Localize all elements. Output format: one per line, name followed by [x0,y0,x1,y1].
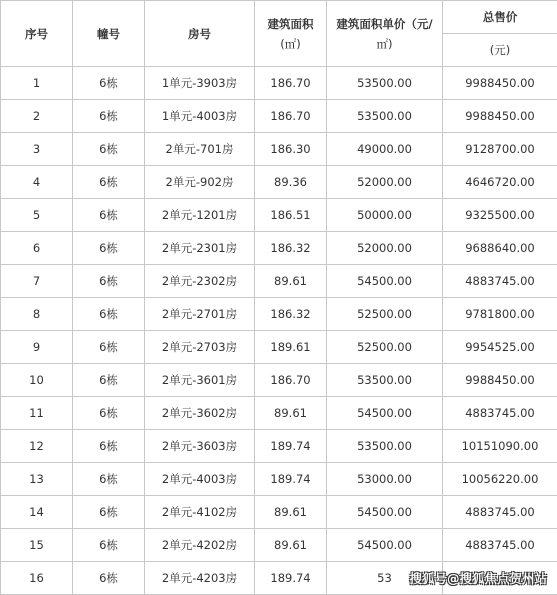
cell-room: 2单元-2703房 [145,331,255,364]
cell-unit-price: 53500.00 [327,67,443,100]
cell-area: 186.70 [255,67,327,100]
cell-seq: 15 [1,529,73,562]
cell-unit-price: 52000.00 [327,232,443,265]
cell-total: 10056220.00 [443,463,557,496]
table-row [1,298,557,331]
cell-building: 6栋 [73,67,145,100]
cell-building: 6栋 [73,463,145,496]
cell-total: 9988450.00 [443,67,557,100]
cell-area: 189.74 [255,463,327,496]
cell-total: 9954525.00 [443,331,557,364]
table-row [1,232,557,265]
cell-unit-price: 49000.00 [327,133,443,166]
header-area-title: 建筑面积 [267,16,314,31]
cell-total: 9688640.00 [443,232,557,265]
cell-unit-price: 52500.00 [327,298,443,331]
cell-room: 2单元-2302房 [145,265,255,298]
cell-building: 6栋 [73,265,145,298]
cell-building: 6栋 [73,496,145,529]
cell-total: 9781800.00 [443,298,557,331]
cell-seq: 14 [1,496,73,529]
cell-unit-price: 52500.00 [327,331,443,364]
cell-unit-price: 50000.00 [327,199,443,232]
cell-seq: 12 [1,430,73,463]
cell-room: 1单元-3903房 [145,67,255,100]
cell-building: 6栋 [73,430,145,463]
cell-room: 2单元-2301房 [145,232,255,265]
header-row [1,1,557,34]
cell-unit-price: 54500.00 [327,529,443,562]
cell-seq: 6 [1,232,73,265]
cell-area: 186.32 [255,232,327,265]
table-row [1,529,557,562]
cell-building: 6栋 [73,133,145,166]
cell-unit-price: 54500.00 [327,397,443,430]
header-unit-price-title: 建筑面积单价（元/ [336,16,433,31]
cell-room: 2单元-902房 [145,166,255,199]
cell-unit-price: 53500.00 [327,364,443,397]
cell-unit-price: 54500.00 [327,496,443,529]
cell-total: 10151090.00 [443,430,557,463]
cell-room: 2单元-3603房 [145,430,255,463]
cell-total: 4883745.00 [443,496,557,529]
table-row [1,364,557,397]
cell-seq: 3 [1,133,73,166]
cell-total: 9988450.00 [443,364,557,397]
table-row [1,100,557,133]
cell-area: 186.51 [255,199,327,232]
cell-building: 6栋 [73,298,145,331]
cell-room: 2单元-701房 [145,133,255,166]
table-row [1,496,557,529]
header-area [255,1,327,67]
cell-area: 186.70 [255,100,327,133]
cell-area: 89.61 [255,265,327,298]
cell-seq: 8 [1,298,73,331]
cell-unit-price: 53500.00 [327,430,443,463]
cell-seq: 7 [1,265,73,298]
header-unit-price-unit: ㎡) [376,36,393,51]
cell-seq: 4 [1,166,73,199]
table-row [1,67,557,100]
cell-total: 4883745.00 [443,265,557,298]
cell-building: 6栋 [73,232,145,265]
cell-room: 2单元-4003房 [145,463,255,496]
cell-room: 2单元-3602房 [145,397,255,430]
header-building: 幢号 [73,1,145,67]
cell-seq: 11 [1,397,73,430]
header-total-title: 总售价 [443,1,557,34]
cell-unit-price: 53 [327,562,443,595]
cell-room: 2单元-3601房 [145,364,255,397]
table-body [1,67,557,595]
table-row [1,331,557,364]
cell-area: 189.61 [255,331,327,364]
header-total-unit: (元) [443,34,557,67]
table-row [1,133,557,166]
cell-area: 89.61 [255,496,327,529]
cell-building: 6栋 [73,562,145,595]
cell-area: 186.30 [255,133,327,166]
cell-building: 6栋 [73,331,145,364]
cell-area: 189.74 [255,430,327,463]
cell-total: 4646720.00 [443,166,557,199]
cell-unit-price: 53500.00 [327,100,443,133]
table-row [1,166,557,199]
cell-seq: 9 [1,331,73,364]
cell-total: 9988450.00 [443,100,557,133]
cell-unit-price: 52000.00 [327,166,443,199]
table-row [1,199,557,232]
cell-room: 2单元-4202房 [145,529,255,562]
cell-area: 186.70 [255,364,327,397]
watermark: 搜狐号@搜狐焦点贺州站 [409,571,547,586]
table-row [1,265,557,298]
cell-seq: 2 [1,100,73,133]
cell-seq: 5 [1,199,73,232]
cell-room: 2单元-4102房 [145,496,255,529]
cell-seq: 1 [1,67,73,100]
cell-area: 89.61 [255,529,327,562]
table-row [1,397,557,430]
cell-seq: 13 [1,463,73,496]
cell-room: 1单元-4003房 [145,100,255,133]
cell-total: 9325500.00 [443,199,557,232]
header-area-unit: (㎡) [280,36,301,51]
cell-area: 89.36 [255,166,327,199]
cell-building: 6栋 [73,100,145,133]
cell-unit-price: 54500.00 [327,265,443,298]
cell-room: 2单元-1201房 [145,199,255,232]
table-row [1,430,557,463]
cell-total: 4883745.00 [443,529,557,562]
header-unit-price [327,1,443,67]
cell-total: 4883745.00 [443,397,557,430]
cell-area: 189.74 [255,562,327,595]
cell-seq: 16 [1,562,73,595]
cell-room: 2单元-2701房 [145,298,255,331]
header-seq: 序号 [1,1,73,67]
cell-seq: 10 [1,364,73,397]
header-room: 房号 [145,1,255,67]
cell-building: 6栋 [73,199,145,232]
cell-area: 186.32 [255,298,327,331]
cell-unit-price: 53000.00 [327,463,443,496]
cell-building: 6栋 [73,529,145,562]
cell-building: 6栋 [73,364,145,397]
cell-area: 89.61 [255,397,327,430]
cell-total: 9128700.00 [443,133,557,166]
table-row [1,463,557,496]
cell-room: 2单元-4203房 [145,562,255,595]
cell-building: 6栋 [73,397,145,430]
cell-building: 6栋 [73,166,145,199]
